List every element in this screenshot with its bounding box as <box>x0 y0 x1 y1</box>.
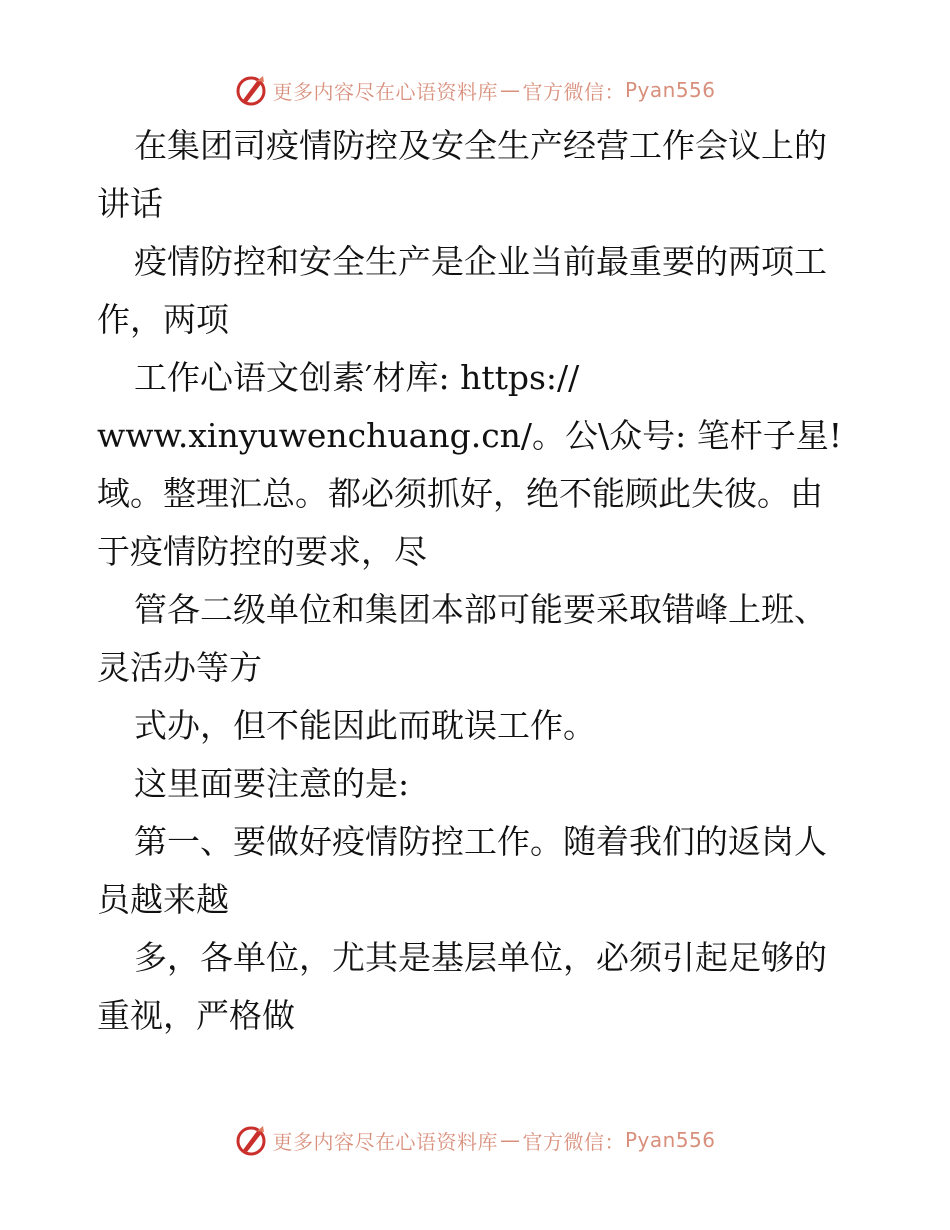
document-text-line: 管各二级单位和集团本部可能要采取错峰上班、 <box>134 590 827 629</box>
banner-brand-text: 更多内容尽在心语资料库 <box>272 79 498 104</box>
banner-wechat-id: Pyan556 <box>624 78 716 102</box>
document-text-line: 工作心语文创素′材库: https:// <box>134 358 580 397</box>
banner-wechat-id: Pyan556 <box>624 1128 716 1152</box>
document-text-line: 第一、要做好疫情防控工作。随着我们的返岗人 <box>134 822 827 861</box>
document-text-line: 灵活办等方 <box>97 648 262 687</box>
banner-separator: — <box>499 78 521 102</box>
document-text-line: 于疫情防控的要求，尽 <box>97 532 427 571</box>
document-text-line: www.xinyuwenchuang.cn/。公\众号: 笔杆子星! <box>97 416 843 455</box>
document-text-line: 疫情防控和安全生产是企业当前最重要的两项工 <box>134 242 827 281</box>
document-text-line: 重视，严格做 <box>97 996 295 1035</box>
banner-wechat-label: 官方微信： <box>522 79 625 104</box>
banner-wechat-label: 官方微信： <box>522 1129 625 1154</box>
document-text-line: 多，各单位，尤其是基层单位，必须引起足够的 <box>134 938 827 977</box>
document-text-line: 式办，但不能因此而耽误工作。 <box>134 706 596 745</box>
document-text-line: 这里面要注意的是: <box>134 764 410 803</box>
document-text-line: 在集团司疫情防控及安全生产经营工作会议上的 <box>134 126 827 165</box>
document-text-line: 作，两项 <box>97 300 229 339</box>
banner-separator: — <box>499 1128 521 1152</box>
document-text-line: 员越来越 <box>97 880 229 919</box>
footer-watermark-banner <box>0 1120 950 1160</box>
quill-logo-icon <box>234 1123 268 1157</box>
document-text-line: 讲话 <box>97 184 163 223</box>
document-text-line: 域。整理汇总。都必须抓好，绝不能顾此失彼。由 <box>97 474 823 513</box>
header-watermark-banner <box>0 70 950 110</box>
banner-brand-text: 更多内容尽在心语资料库 <box>272 1129 498 1154</box>
quill-logo-icon <box>234 73 268 107</box>
document-body <box>97 117 857 1047</box>
